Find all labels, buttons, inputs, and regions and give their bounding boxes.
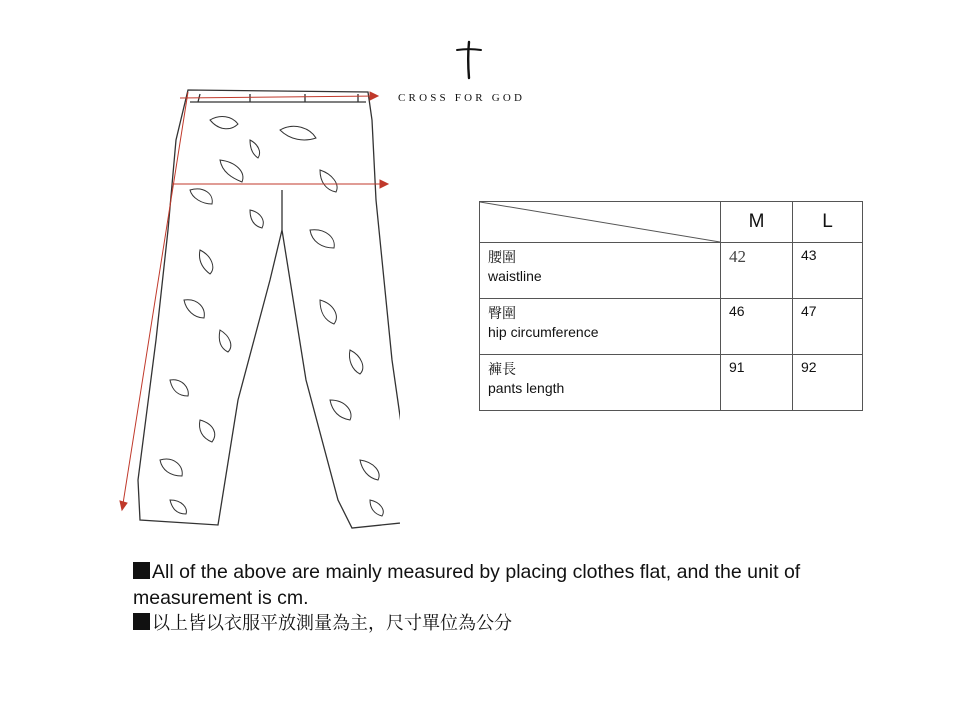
row-label xyxy=(480,243,721,299)
table-row xyxy=(480,243,863,299)
note-zh-text: 以上皆以衣服平放測量為主，尺寸單位為公分 xyxy=(152,613,512,634)
label-zh: 臀圍 xyxy=(488,306,516,322)
value-l: 47 xyxy=(793,299,863,355)
measurement-note xyxy=(133,559,903,637)
brand-name: CROSS FOR GOD xyxy=(398,92,526,104)
square-bullet-icon xyxy=(133,613,150,630)
size-header-row xyxy=(480,202,863,243)
label-zh: 褲長 xyxy=(488,362,516,378)
size-header-l: L xyxy=(793,202,863,243)
square-bullet-icon xyxy=(133,562,150,579)
note-zh-line xyxy=(133,611,903,637)
label-en: pants length xyxy=(488,380,565,396)
pants-illustration xyxy=(100,80,400,530)
value-l: 92 xyxy=(793,355,863,411)
value-l: 43 xyxy=(793,243,863,299)
table-corner-cell xyxy=(480,202,721,243)
label-zh: 腰圍 xyxy=(488,250,516,266)
note-en-text: All of the above are mainly measured by placing clothes flat, and the unit of measurement is cm. xyxy=(133,561,801,609)
size-chart-table xyxy=(479,201,863,411)
note-en-line xyxy=(133,559,903,611)
size-header-m: M xyxy=(721,202,793,243)
value-m: 46 xyxy=(721,299,793,355)
corner-diagonal-line xyxy=(480,202,720,242)
cross-icon xyxy=(454,40,484,80)
label-en: waistline xyxy=(488,268,542,284)
row-label xyxy=(480,355,721,411)
label-en: hip circumference xyxy=(488,324,599,340)
table-row xyxy=(480,355,863,411)
value-m xyxy=(721,243,793,299)
brand-logo xyxy=(398,40,548,110)
value-m: 91 xyxy=(721,355,793,411)
row-label xyxy=(480,299,721,355)
value-text: 42 xyxy=(729,247,746,266)
table-row xyxy=(480,299,863,355)
